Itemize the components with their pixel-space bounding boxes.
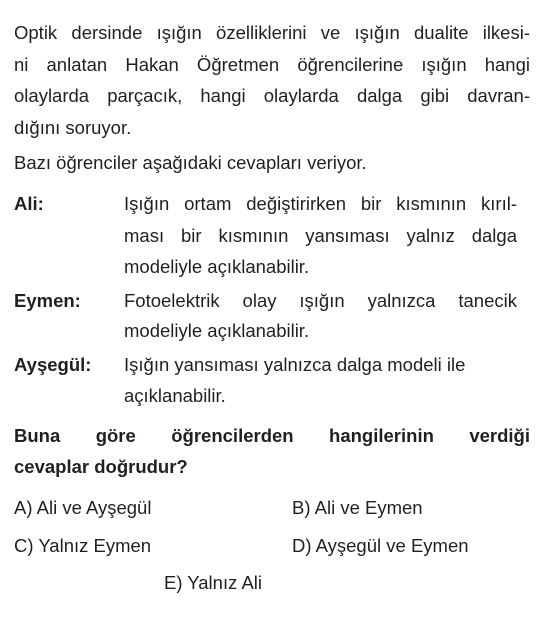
option-b[interactable]: B) Ali ve Eymen [292,497,423,518]
option-a[interactable]: A) Ali ve Ayşegül [14,497,152,518]
student-answer-ali-line-2: ması bir kısmının yansıması yalnız dalga [124,225,517,246]
option-e[interactable]: E) Yalnız Ali [164,572,263,593]
student-answer-eymen-line-2: modeliyle açıklanabilir. [124,320,310,341]
student-answer-eymen-line-1: Fotoelektrik olay ışığın yalnızca tanecik [124,290,517,311]
student-name-ali: Ali: [14,193,44,214]
intro-line-3: olaylarda parçacık, hangi olaylarda dalga gibi davran- [14,85,530,106]
intro-line-4: dığını soruyor. [14,117,132,138]
student-answer-ali-line-1: Işığın ortam değiştirirken bir kısmının kırıl- [124,193,517,214]
student-answer-aysegul-line-1: Işığın yansıması yalnızca dalga modeli ile [124,354,466,375]
option-d[interactable]: D) Ayşegül ve Eymen [292,535,469,556]
intro-line-2: ni anlatan Hakan Öğretmen öğrencilerine ışığın hangi [14,54,530,75]
student-answer-aysegul-line-2: açıklanabilir. [124,385,226,406]
question-line-2: cevaplar doğrudur? [14,456,188,477]
student-name-eymen: Eymen: [14,290,81,311]
student-name-aysegul: Ayşegül: [14,354,92,375]
intro-paragraph-2: Bazı öğrenciler aşağıdaki cevapları veriyor. [14,152,367,173]
option-c[interactable]: C) Yalnız Eymen [14,535,152,556]
student-answer-ali-line-3: modeliyle açıklanabilir. [124,256,310,277]
intro-line-1: Optik dersinde ışığın özelliklerini ve ışığın dualite ilkesi- [14,22,530,43]
question-line-1: Buna göre öğrencilerden hangilerinin verdiği [14,425,530,446]
